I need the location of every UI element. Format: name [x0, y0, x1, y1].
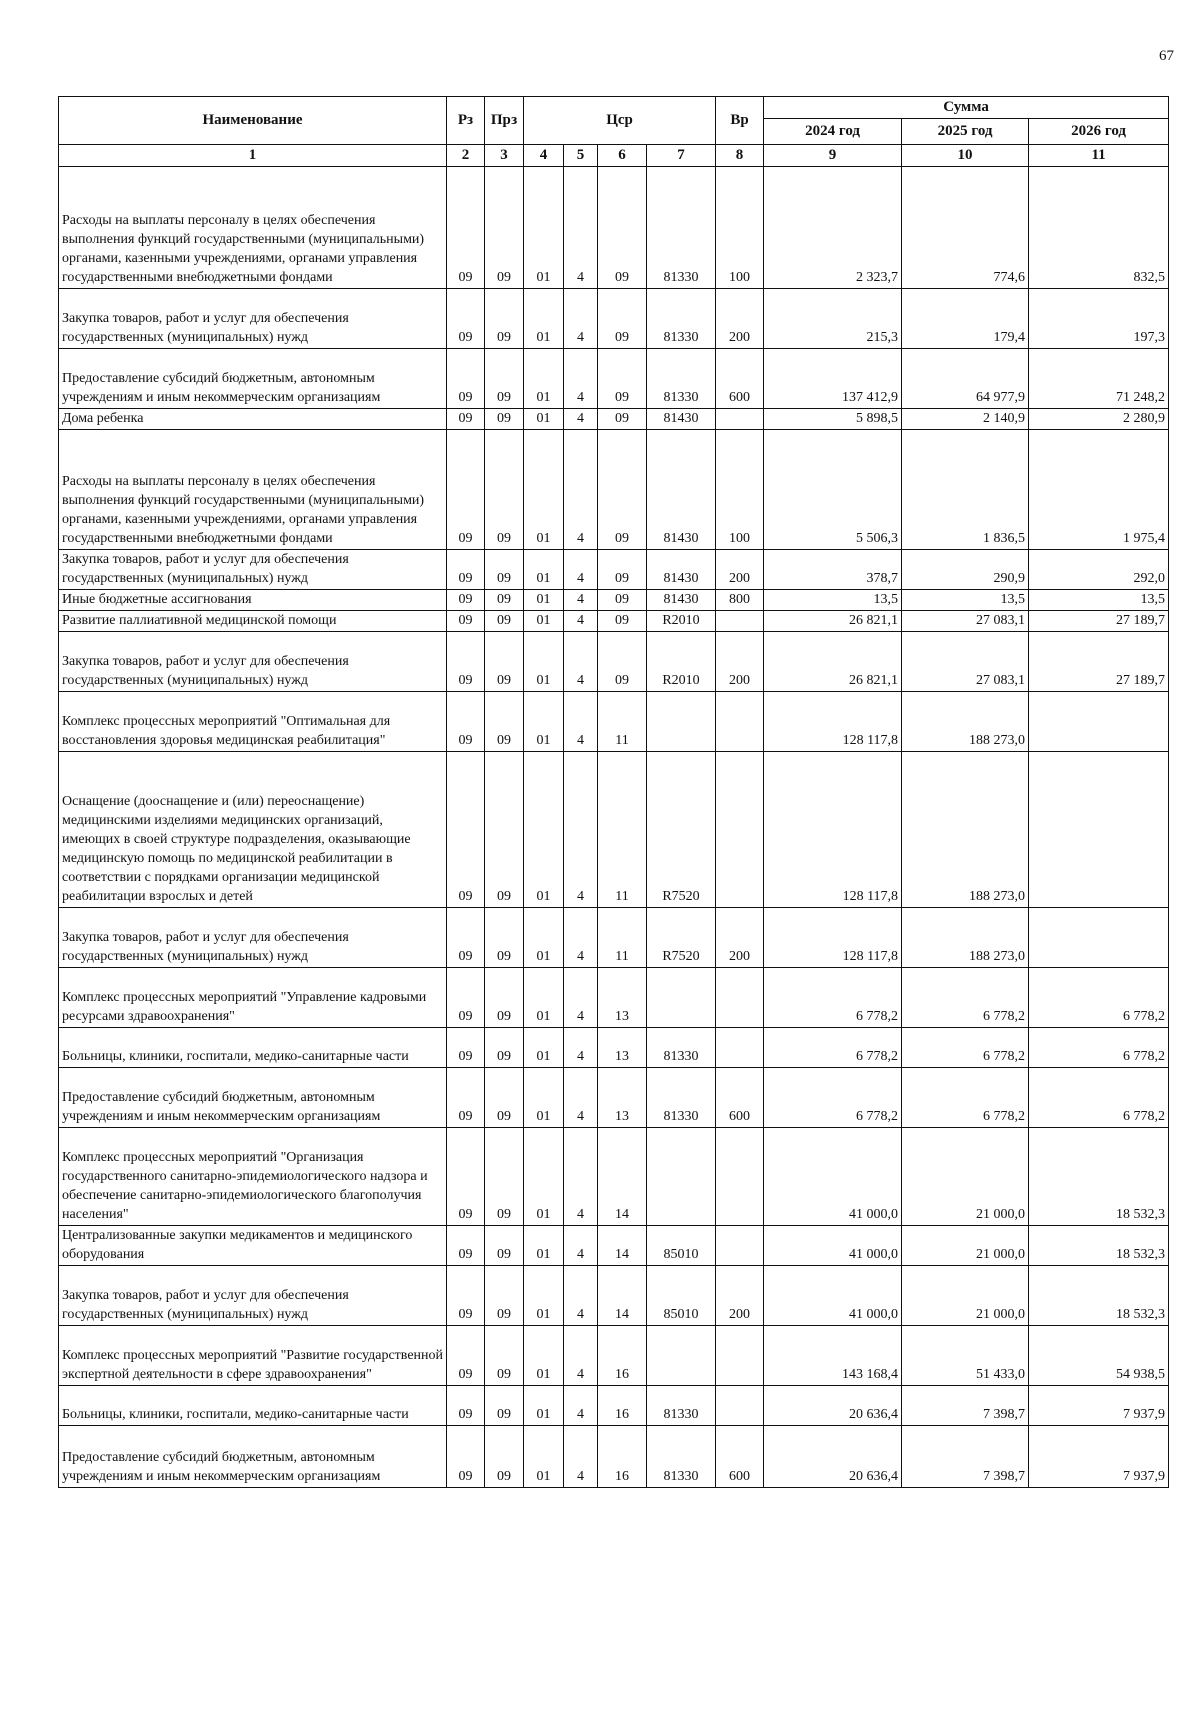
row-csr-5: 4: [564, 409, 598, 430]
row-csr-4: 01: [524, 908, 564, 968]
column-number: 2: [447, 145, 485, 167]
row-csr-6: 09: [598, 632, 647, 692]
row-csr-7: 85010: [647, 1266, 716, 1326]
page-number: 67: [1159, 48, 1174, 64]
row-csr-6: 09: [598, 289, 647, 349]
row-csr-6: 09: [598, 590, 647, 611]
row-csr-5: 4: [564, 908, 598, 968]
row-csr-4: 01: [524, 1426, 564, 1488]
header-rz: Рз: [447, 97, 485, 145]
row-csr-5: 4: [564, 289, 598, 349]
row-csr-5: 4: [564, 1068, 598, 1128]
row-sum-2024: 2 323,7: [764, 167, 902, 289]
row-sum-2025: 6 778,2: [902, 1028, 1029, 1068]
row-name: Закупка товаров, работ и услуг для обеспечения государственных (муниципальных) нужд: [59, 1266, 447, 1326]
row-rz: 09: [447, 349, 485, 409]
row-vr: 100: [716, 430, 764, 550]
row-prz: 09: [485, 550, 524, 590]
column-number: 5: [564, 145, 598, 167]
row-csr-6: 16: [598, 1326, 647, 1386]
row-sum-2026: 292,0: [1029, 550, 1169, 590]
row-csr-4: 01: [524, 1326, 564, 1386]
row-sum-2025: 7 398,7: [902, 1386, 1029, 1426]
table-row: [59, 590, 1169, 611]
row-sum-2024: 128 117,8: [764, 908, 902, 968]
table-body: [59, 167, 1169, 1488]
row-vr: [716, 1128, 764, 1226]
column-number: 8: [716, 145, 764, 167]
row-sum-2026: [1029, 908, 1169, 968]
table-row: [59, 289, 1169, 349]
row-csr-6: 16: [598, 1386, 647, 1426]
row-vr: 100: [716, 167, 764, 289]
header-csr: Цср: [524, 97, 716, 145]
row-rz: 09: [447, 590, 485, 611]
row-sum-2026: 832,5: [1029, 167, 1169, 289]
row-sum-2024: 6 778,2: [764, 968, 902, 1028]
row-prz: 09: [485, 752, 524, 908]
row-vr: 600: [716, 1068, 764, 1128]
row-rz: 09: [447, 1426, 485, 1488]
budget-table: [58, 96, 1169, 1488]
row-csr-4: 01: [524, 409, 564, 430]
row-csr-5: 4: [564, 1426, 598, 1488]
row-csr-6: 11: [598, 908, 647, 968]
row-name: Закупка товаров, работ и услуг для обеспечения государственных (муниципальных) нужд: [59, 289, 447, 349]
table-header: [59, 97, 1169, 167]
row-csr-6: 14: [598, 1128, 647, 1226]
row-prz: 09: [485, 692, 524, 752]
row-prz: 09: [485, 1028, 524, 1068]
row-csr-6: 16: [598, 1426, 647, 1488]
row-csr-5: 4: [564, 1128, 598, 1226]
row-csr-7: R7520: [647, 908, 716, 968]
table-row: [59, 1326, 1169, 1386]
row-rz: 09: [447, 409, 485, 430]
row-csr-4: 01: [524, 1128, 564, 1226]
row-rz: 09: [447, 167, 485, 289]
row-prz: 09: [485, 289, 524, 349]
row-vr: 800: [716, 590, 764, 611]
row-name: Комплекс процессных мероприятий "Развитие государственной экспертной деятельности в сфере здравоохранения": [59, 1326, 447, 1386]
row-name: Больницы, клиники, госпитали, медико-санитарные части: [59, 1386, 447, 1426]
row-sum-2024: 41 000,0: [764, 1128, 902, 1226]
row-csr-5: 4: [564, 1386, 598, 1426]
row-csr-7: R2010: [647, 611, 716, 632]
row-rz: 09: [447, 632, 485, 692]
row-csr-7: 81330: [647, 1426, 716, 1488]
row-vr: [716, 968, 764, 1028]
row-rz: 09: [447, 1326, 485, 1386]
table-row: [59, 692, 1169, 752]
row-sum-2024: 128 117,8: [764, 752, 902, 908]
row-csr-7: 81330: [647, 1386, 716, 1426]
row-csr-6: 13: [598, 1028, 647, 1068]
row-vr: [716, 1386, 764, 1426]
row-csr-7: 81330: [647, 1028, 716, 1068]
column-number: 6: [598, 145, 647, 167]
row-sum-2025: 290,9: [902, 550, 1029, 590]
row-sum-2025: 188 273,0: [902, 908, 1029, 968]
row-sum-2025: 27 083,1: [902, 611, 1029, 632]
row-csr-7: [647, 968, 716, 1028]
row-prz: 09: [485, 1426, 524, 1488]
row-csr-4: 01: [524, 349, 564, 409]
table-row: [59, 752, 1169, 908]
row-name: Закупка товаров, работ и услуг для обеспечения государственных (муниципальных) нужд: [59, 550, 447, 590]
row-csr-7: 81430: [647, 409, 716, 430]
row-sum-2025: 188 273,0: [902, 752, 1029, 908]
row-csr-4: 01: [524, 1028, 564, 1068]
row-name: Дома ребенка: [59, 409, 447, 430]
row-sum-2024: 26 821,1: [764, 632, 902, 692]
row-name: Комплекс процессных мероприятий "Управление кадровыми ресурсами здравоохранения": [59, 968, 447, 1028]
row-sum-2025: 64 977,9: [902, 349, 1029, 409]
header-year-2025: 2025 год: [902, 119, 1029, 145]
row-sum-2026: 27 189,7: [1029, 611, 1169, 632]
row-csr-7: [647, 692, 716, 752]
row-sum-2024: 41 000,0: [764, 1266, 902, 1326]
row-sum-2024: 143 168,4: [764, 1326, 902, 1386]
row-csr-5: 4: [564, 1028, 598, 1068]
row-name: Закупка товаров, работ и услуг для обеспечения государственных (муниципальных) нужд: [59, 632, 447, 692]
row-name: Иные бюджетные ассигнования: [59, 590, 447, 611]
row-rz: 09: [447, 692, 485, 752]
row-prz: 09: [485, 1266, 524, 1326]
row-sum-2025: 21 000,0: [902, 1226, 1029, 1266]
table-row: [59, 1128, 1169, 1226]
row-sum-2024: 41 000,0: [764, 1226, 902, 1266]
row-csr-6: 14: [598, 1226, 647, 1266]
row-vr: [716, 1326, 764, 1386]
row-csr-5: 4: [564, 1326, 598, 1386]
row-sum-2026: 18 532,3: [1029, 1226, 1169, 1266]
row-vr: 200: [716, 1266, 764, 1326]
row-csr-7: 81430: [647, 550, 716, 590]
column-number: 3: [485, 145, 524, 167]
table-row: [59, 611, 1169, 632]
row-csr-5: 4: [564, 349, 598, 409]
row-prz: 09: [485, 349, 524, 409]
row-prz: 09: [485, 968, 524, 1028]
row-vr: 600: [716, 1426, 764, 1488]
row-sum-2026: 197,3: [1029, 289, 1169, 349]
row-prz: 09: [485, 1068, 524, 1128]
row-csr-4: 01: [524, 1226, 564, 1266]
row-name: Централизованные закупки медикаментов и медицинского оборудования: [59, 1226, 447, 1266]
row-csr-4: 01: [524, 752, 564, 908]
row-csr-4: 01: [524, 167, 564, 289]
header-sum: Сумма: [764, 97, 1169, 119]
row-csr-7: 85010: [647, 1226, 716, 1266]
row-sum-2025: 6 778,2: [902, 1068, 1029, 1128]
row-csr-6: 09: [598, 409, 647, 430]
row-name: Комплекс процессных мероприятий "Оптимальная для восстановления здоровья медицинская реабилитация": [59, 692, 447, 752]
row-sum-2026: 18 532,3: [1029, 1266, 1169, 1326]
row-sum-2026: 2 280,9: [1029, 409, 1169, 430]
row-sum-2025: 179,4: [902, 289, 1029, 349]
column-number: 1: [59, 145, 447, 167]
row-rz: 09: [447, 289, 485, 349]
table-row: [59, 1028, 1169, 1068]
row-csr-6: 11: [598, 752, 647, 908]
row-name: Предоставление субсидий бюджетным, автономным учреждениям и иным некоммерческим организациям: [59, 1068, 447, 1128]
row-prz: 09: [485, 1326, 524, 1386]
row-name: Закупка товаров, работ и услуг для обеспечения государственных (муниципальных) нужд: [59, 908, 447, 968]
row-name: Расходы на выплаты персоналу в целях обеспечения выполнения функций государственными (муниципальными) органами, казенными учреждениями, органами управления государственными внебюджетными фондами: [59, 430, 447, 550]
row-sum-2024: 13,5: [764, 590, 902, 611]
row-rz: 09: [447, 1226, 485, 1266]
row-prz: 09: [485, 430, 524, 550]
row-name: Предоставление субсидий бюджетным, автономным учреждениям и иным некоммерческим организациям: [59, 349, 447, 409]
row-sum-2024: 6 778,2: [764, 1028, 902, 1068]
row-name: Расходы на выплаты персоналу в целях обеспечения выполнения функций государственными (муниципальными) органами, казенными учреждениями, органами управления государственными внебюджетными фондами: [59, 167, 447, 289]
row-sum-2024: 6 778,2: [764, 1068, 902, 1128]
row-sum-2025: 7 398,7: [902, 1426, 1029, 1488]
table-row: [59, 167, 1169, 289]
table-row: [59, 1426, 1169, 1488]
row-sum-2025: 51 433,0: [902, 1326, 1029, 1386]
row-prz: 09: [485, 1226, 524, 1266]
row-csr-5: 4: [564, 167, 598, 289]
row-csr-6: 14: [598, 1266, 647, 1326]
row-csr-5: 4: [564, 968, 598, 1028]
row-csr-7: 81330: [647, 289, 716, 349]
row-csr-4: 01: [524, 430, 564, 550]
row-csr-7: 81430: [647, 590, 716, 611]
row-sum-2024: 20 636,4: [764, 1426, 902, 1488]
row-sum-2026: 27 189,7: [1029, 632, 1169, 692]
row-csr-5: 4: [564, 590, 598, 611]
row-sum-2026: 6 778,2: [1029, 1028, 1169, 1068]
row-csr-6: 09: [598, 611, 647, 632]
row-sum-2026: 18 532,3: [1029, 1128, 1169, 1226]
row-name: Больницы, клиники, госпитали, медико-санитарные части: [59, 1028, 447, 1068]
row-csr-5: 4: [564, 692, 598, 752]
row-csr-6: 09: [598, 430, 647, 550]
table-row: [59, 908, 1169, 968]
row-sum-2024: 5 506,3: [764, 430, 902, 550]
row-name: Предоставление субсидий бюджетным, автономным учреждениям и иным некоммерческим организациям: [59, 1426, 447, 1488]
row-name: Комплекс процессных мероприятий "Организация государственного санитарно-эпидемиологического надзора и обеспечение санитарно-эпидемиологического благополучия населения": [59, 1128, 447, 1226]
row-csr-5: 4: [564, 611, 598, 632]
row-rz: 09: [447, 1068, 485, 1128]
row-sum-2025: 6 778,2: [902, 968, 1029, 1028]
table-row: [59, 409, 1169, 430]
row-prz: 09: [485, 908, 524, 968]
column-number: 9: [764, 145, 902, 167]
row-vr: [716, 611, 764, 632]
column-number: 11: [1029, 145, 1169, 167]
row-sum-2026: 7 937,9: [1029, 1426, 1169, 1488]
row-sum-2024: 215,3: [764, 289, 902, 349]
row-csr-7: [647, 1128, 716, 1226]
table-row: [59, 1226, 1169, 1266]
row-sum-2026: 13,5: [1029, 590, 1169, 611]
row-rz: 09: [447, 1386, 485, 1426]
row-rz: 09: [447, 430, 485, 550]
row-csr-6: 11: [598, 692, 647, 752]
row-csr-4: 01: [524, 692, 564, 752]
row-sum-2026: 54 938,5: [1029, 1326, 1169, 1386]
row-sum-2026: 6 778,2: [1029, 968, 1169, 1028]
row-rz: 09: [447, 1028, 485, 1068]
row-vr: [716, 752, 764, 908]
row-name: Оснащение (дооснащение и (или) переоснащение) медицинскими изделиями медицинских организаций, имеющих в своей структуре подразделения, оказывающие медицинскую помощь по медицинской реабилитации в соответствии с порядками организации медицинской реабилитации взрослых и детей: [59, 752, 447, 908]
row-vr: 200: [716, 632, 764, 692]
row-vr: 200: [716, 908, 764, 968]
header-vr: Вр: [716, 97, 764, 145]
column-numbers-row: [59, 145, 1169, 167]
row-csr-5: 4: [564, 1226, 598, 1266]
header-year-2026: 2026 год: [1029, 119, 1169, 145]
row-rz: 09: [447, 752, 485, 908]
row-vr: 200: [716, 289, 764, 349]
row-sum-2025: 188 273,0: [902, 692, 1029, 752]
row-vr: 200: [716, 550, 764, 590]
row-vr: 600: [716, 349, 764, 409]
row-vr: [716, 409, 764, 430]
row-prz: 09: [485, 409, 524, 430]
row-rz: 09: [447, 1128, 485, 1226]
table-row: [59, 632, 1169, 692]
table-row: [59, 1266, 1169, 1326]
row-sum-2026: 71 248,2: [1029, 349, 1169, 409]
row-csr-4: 01: [524, 590, 564, 611]
row-csr-6: 13: [598, 968, 647, 1028]
row-sum-2026: 1 975,4: [1029, 430, 1169, 550]
row-csr-4: 01: [524, 1386, 564, 1426]
row-csr-7: R2010: [647, 632, 716, 692]
row-prz: 09: [485, 632, 524, 692]
row-sum-2024: 20 636,4: [764, 1386, 902, 1426]
row-csr-7: R7520: [647, 752, 716, 908]
row-csr-4: 01: [524, 611, 564, 632]
row-csr-6: 09: [598, 349, 647, 409]
table-row: [59, 349, 1169, 409]
row-sum-2026: [1029, 752, 1169, 908]
row-rz: 09: [447, 1266, 485, 1326]
row-sum-2026: [1029, 692, 1169, 752]
row-rz: 09: [447, 611, 485, 632]
row-sum-2026: 6 778,2: [1029, 1068, 1169, 1128]
row-rz: 09: [447, 550, 485, 590]
row-prz: 09: [485, 611, 524, 632]
row-prz: 09: [485, 167, 524, 289]
row-csr-5: 4: [564, 430, 598, 550]
row-sum-2025: 13,5: [902, 590, 1029, 611]
table-row: [59, 550, 1169, 590]
row-csr-5: 4: [564, 752, 598, 908]
row-csr-7: 81330: [647, 349, 716, 409]
header-prz: Прз: [485, 97, 524, 145]
header-name: Наименование: [59, 97, 447, 145]
row-csr-5: 4: [564, 632, 598, 692]
table-row: [59, 430, 1169, 550]
header-year-2024: 2024 год: [764, 119, 902, 145]
row-sum-2024: 26 821,1: [764, 611, 902, 632]
row-vr: [716, 1028, 764, 1068]
row-rz: 09: [447, 908, 485, 968]
column-number: 10: [902, 145, 1029, 167]
row-vr: [716, 692, 764, 752]
row-csr-4: 01: [524, 550, 564, 590]
column-number: 4: [524, 145, 564, 167]
row-sum-2025: 27 083,1: [902, 632, 1029, 692]
row-sum-2024: 128 117,8: [764, 692, 902, 752]
row-csr-7: 81330: [647, 1068, 716, 1128]
column-number: 7: [647, 145, 716, 167]
row-csr-6: 09: [598, 167, 647, 289]
row-csr-5: 4: [564, 550, 598, 590]
row-rz: 09: [447, 968, 485, 1028]
row-prz: 09: [485, 590, 524, 611]
table-row: [59, 1068, 1169, 1128]
row-sum-2025: 1 836,5: [902, 430, 1029, 550]
row-csr-5: 4: [564, 1266, 598, 1326]
row-vr: [716, 1226, 764, 1266]
row-sum-2025: 21 000,0: [902, 1266, 1029, 1326]
row-csr-6: 13: [598, 1068, 647, 1128]
row-sum-2024: 137 412,9: [764, 349, 902, 409]
row-sum-2024: 5 898,5: [764, 409, 902, 430]
row-sum-2025: 21 000,0: [902, 1128, 1029, 1226]
row-prz: 09: [485, 1386, 524, 1426]
row-sum-2025: 2 140,9: [902, 409, 1029, 430]
row-csr-4: 01: [524, 632, 564, 692]
row-csr-4: 01: [524, 1068, 564, 1128]
row-csr-7: 81430: [647, 430, 716, 550]
row-name: Развитие паллиативной медицинской помощи: [59, 611, 447, 632]
row-csr-6: 09: [598, 550, 647, 590]
table-row: [59, 1386, 1169, 1426]
row-csr-4: 01: [524, 289, 564, 349]
row-csr-4: 01: [524, 1266, 564, 1326]
table-row: [59, 968, 1169, 1028]
row-csr-7: [647, 1326, 716, 1386]
row-csr-7: 81330: [647, 167, 716, 289]
row-sum-2024: 378,7: [764, 550, 902, 590]
row-prz: 09: [485, 1128, 524, 1226]
row-csr-4: 01: [524, 968, 564, 1028]
row-sum-2025: 774,6: [902, 167, 1029, 289]
row-sum-2026: 7 937,9: [1029, 1386, 1169, 1426]
